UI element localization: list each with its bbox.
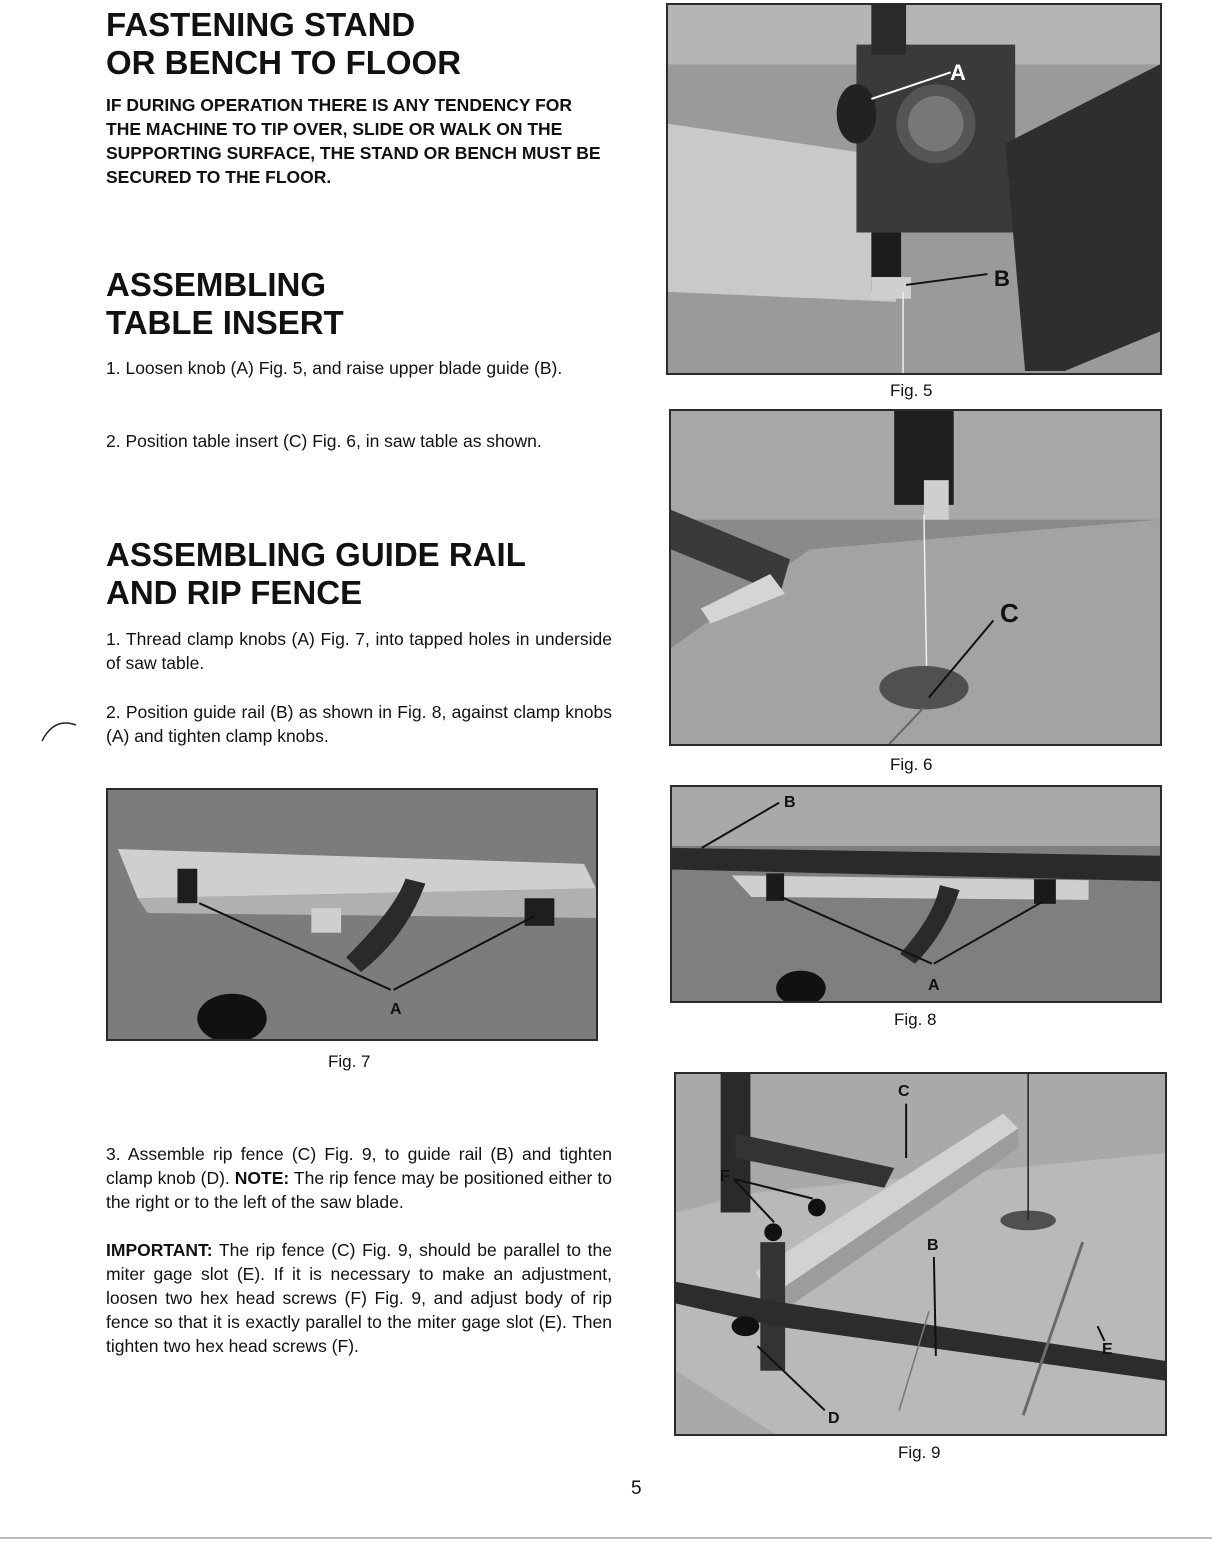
fig9-label-b — [925, 1232, 949, 1256]
insert-step-2: 2. Position table insert (C) Fig. 6, in saw table as shown. — [106, 431, 542, 451]
note-text: The rip fence may be positioned either to the right or to the left of the saw blade. — [106, 1168, 612, 1212]
heading-fastening — [106, 6, 461, 82]
heading-line: TABLE INSERT — [106, 304, 344, 341]
important-label: IMPORTANT: — [106, 1240, 213, 1260]
heading-table-insert — [106, 266, 344, 342]
fig9-label-d — [826, 1405, 850, 1429]
fig8-caption: Fig. 8 — [894, 1010, 937, 1029]
figure-9-photo — [674, 1072, 1167, 1436]
figure-6-photo — [669, 409, 1162, 746]
rail-step-1: 1. Thread clamp knobs (A) Fig. 7, into tapped holes in underside of saw table. — [106, 629, 612, 673]
fig6-label-c — [996, 594, 1026, 628]
important-text: The rip fence (C) Fig. 9, should be parallel to the miter gage slot (E). If it is necessary to make an adjustment, loosen two hex head screws (F) Fig. 9, and adjust body of rip fence so that it is exactly parallel to the miter gage slot (E). Then tighten two hex head screws (F). — [106, 1240, 612, 1356]
page-number: 5 — [631, 1478, 642, 1499]
svg-text:A: A — [928, 977, 940, 994]
figure-7-photo — [106, 788, 598, 1041]
heading-line: ASSEMBLING — [106, 266, 327, 303]
fig5-label-a — [944, 56, 974, 86]
fig8-label-a — [926, 972, 950, 996]
page-bottom-rule — [0, 1537, 1212, 1539]
svg-text:F: F — [720, 1168, 730, 1185]
fig5-caption: Fig. 5 — [890, 381, 933, 400]
fig9-label-e — [1100, 1336, 1124, 1360]
fig5-label-b — [990, 262, 1020, 292]
svg-text:C: C — [898, 1083, 910, 1100]
insert-step-1: 1. Loosen knob (A) Fig. 5, and raise upper blade guide (B). — [106, 358, 563, 378]
figure-5-photo — [666, 3, 1162, 375]
svg-text:D: D — [828, 1410, 840, 1427]
svg-text:B: B — [927, 1237, 939, 1254]
fastening-warning: IF DURING OPERATION THERE IS ANY TENDENCY FOR THE MACHINE TO TIP OVER, SLIDE OR WALK ON THE SUPPORTING SURFACE, THE STAND OR BENCH MUST BE SECURED TO THE FLOOR. — [106, 95, 601, 187]
heading-line: FASTENING STAND — [106, 6, 416, 43]
svg-text:E: E — [1102, 1341, 1113, 1358]
heading-line: AND RIP FENCE — [106, 574, 363, 611]
figure-8-photo — [670, 785, 1162, 1003]
heading-guide-rail — [106, 536, 526, 612]
svg-text:B: B — [784, 794, 796, 811]
fig9-label-f — [718, 1163, 742, 1187]
fig7-caption: Fig. 7 — [328, 1052, 371, 1071]
fig8-label-b — [782, 789, 806, 813]
fig9-label-c — [896, 1078, 920, 1102]
binding-hole-mark — [40, 715, 80, 745]
heading-line: ASSEMBLING GUIDE RAIL — [106, 536, 526, 573]
rail-step-3 — [106, 1142, 612, 1214]
heading-line: OR BENCH TO FLOOR — [106, 44, 462, 81]
note-label: NOTE: — [234, 1168, 290, 1188]
svg-text:A: A — [390, 1001, 402, 1018]
svg-text:A: A — [950, 60, 966, 85]
rail-step-2: 2. Position guide rail (B) as shown in Fig. 8, against clamp knobs (A) and tighten clamp knobs. — [106, 702, 612, 746]
fig7-label-a — [386, 996, 410, 1020]
rail-important — [106, 1238, 612, 1358]
svg-text:C: C — [1000, 598, 1019, 628]
step3-text: 3. Assemble rip fence (C) Fig. 9, to guide rail (B) and tighten clamp knob (D). — [106, 1144, 612, 1188]
fig6-caption: Fig. 6 — [890, 755, 933, 774]
fig9-caption: Fig. 9 — [898, 1443, 941, 1462]
svg-text:B: B — [994, 266, 1010, 291]
